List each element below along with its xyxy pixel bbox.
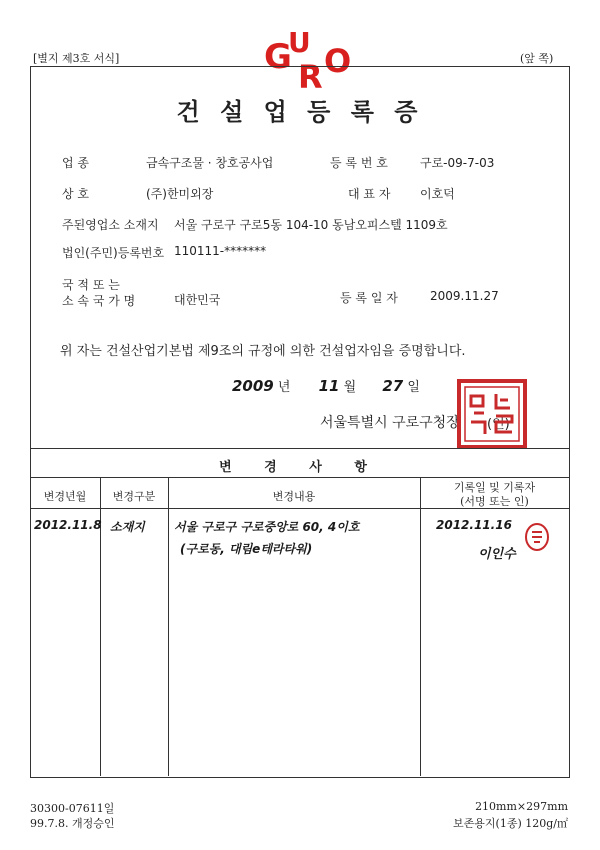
issue-year: 2009 (232, 377, 274, 395)
nationality-value: 대한민국 (174, 293, 221, 307)
address-value: 서울 구로구 구로5동 104-10 동남오피스텔 1109호 (174, 218, 448, 232)
row-change-date: 2012.11.8 (34, 518, 102, 532)
representative-label: 대 표 자 (348, 187, 391, 201)
business-type-value: 금속구조물 · 창호공사업 (146, 156, 274, 170)
representative-value: 이호덕 (420, 187, 455, 201)
nationality-label-2: 소 속 국 가 명 (62, 294, 136, 308)
header-change-category: 변경구분 (112, 490, 156, 503)
changes-top-rule (30, 448, 569, 449)
nationality-label-1: 국 적 또 는 (62, 278, 120, 292)
footer-paper: 보존용지(1종) 120g/㎡ (453, 817, 568, 830)
form-label: [별지 제3호 서식] (33, 52, 120, 65)
footer-size: 210mm×297mm (475, 800, 568, 813)
svg-text:U: U (288, 26, 311, 59)
official-seal (456, 378, 528, 450)
issue-month-unit: 월 (343, 380, 357, 395)
row-recorder-name: 이인수 (478, 547, 516, 562)
row-change-content-1: 서울 구로구 구로중앙로 60, 4이호 (174, 520, 360, 534)
business-type-label: 업 종 (62, 156, 89, 170)
header-change-date: 변경년월 (43, 490, 87, 503)
recorder-seal (524, 522, 550, 552)
address-label: 주된영업소 소재지 (62, 218, 159, 232)
corp-number-label: 법인(주민)등록번호 (62, 246, 165, 260)
issue-date (232, 376, 420, 395)
svg-text:G: G (264, 37, 292, 77)
certification-statement: 위 자는 건설산업기본법 제9조의 규정에 의한 건설업자임을 증명합니다. (60, 344, 466, 359)
certificate-title: 건 설 업 등 록 증 (176, 97, 424, 126)
page-side: (앞 쪽) (520, 52, 554, 65)
issuer-name: 서울특별시 구로구청장 (320, 415, 460, 431)
reg-number-value: 구로-09-7-03 (420, 156, 495, 170)
row-change-content-2: (구로동, 대림e테라타워) (180, 542, 313, 556)
row-change-category: 소재지 (110, 520, 145, 534)
changes-body-rule (30, 508, 569, 509)
issue-day-unit: 일 (407, 380, 420, 395)
reg-date-label: 등 록 일 자 (340, 291, 398, 305)
svg-text:R: R (298, 58, 323, 95)
company-label: 상 호 (62, 187, 89, 201)
reg-date-value: 2009.11.27 (430, 289, 499, 303)
issuer-seal-mark: (인) (487, 417, 510, 432)
header-recorder-line1: 기록일 및 기록자 (453, 481, 536, 494)
header-recorder (420, 481, 569, 509)
col-divider-3 (420, 477, 421, 776)
col-divider-2 (168, 477, 169, 776)
svg-text:O: O (324, 42, 352, 80)
row-recorder-date: 2012.11.16 (436, 518, 512, 532)
issue-day: 27 (382, 377, 404, 395)
footer-approval: 99.7.8. 개정승인 (30, 817, 115, 830)
changes-section-title: 변 경 사 항 (219, 460, 381, 475)
footer-code: 30300-07611일 (30, 802, 115, 815)
company-value: (주)한미외장 (146, 187, 214, 201)
header-recorder-line2: (서명 또는 인) (460, 495, 529, 508)
changes-header-rule (30, 477, 569, 478)
issue-year-unit: 년 (277, 380, 291, 395)
issue-month: 11 (318, 377, 340, 395)
header-change-content: 변경내용 (272, 490, 316, 503)
reg-number-label: 등 록 번 호 (330, 156, 388, 170)
corp-number-value: 110111-******* (174, 244, 267, 258)
